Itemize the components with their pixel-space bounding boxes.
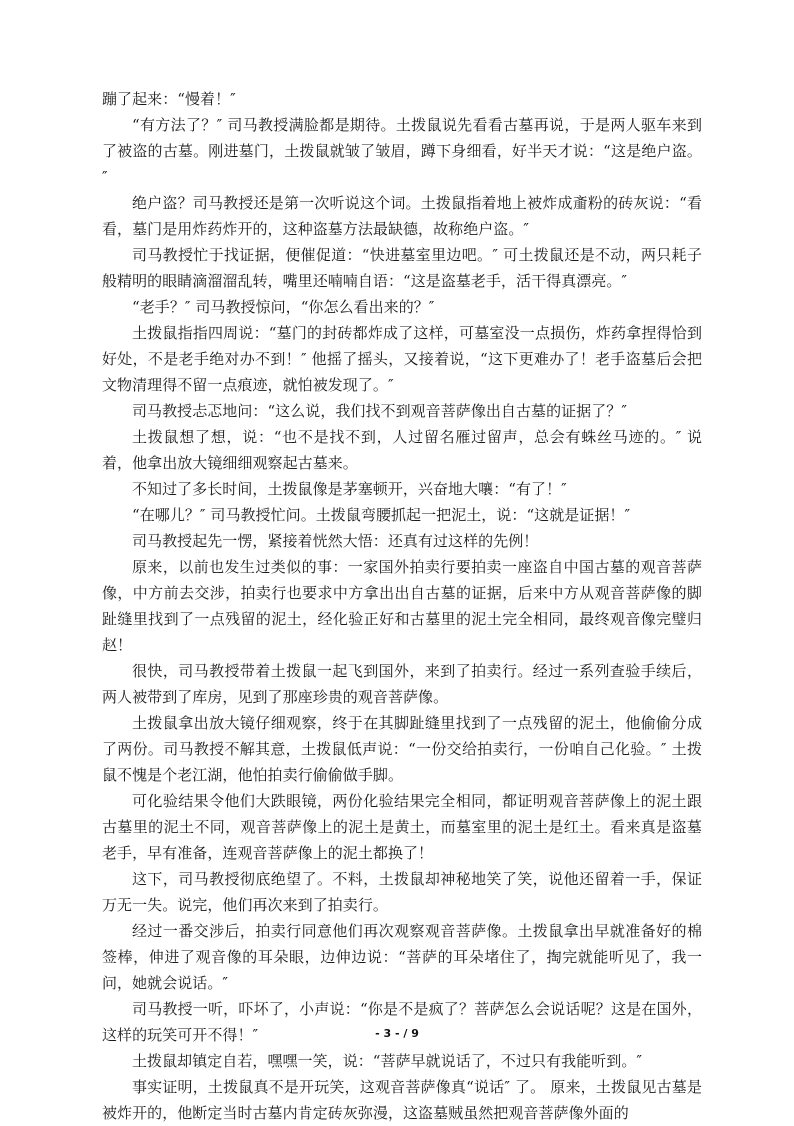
paragraph: “老手？″ 司马教授惊问，“你怎么看出来的？″ — [132, 298, 435, 316]
paragraph: 事实证明，土拨鼠真不是开玩笑，这观音菩萨像真“说话″ 了。 原来，土拨鼠见古墓是被炸开的，他断定当时古墓内肯定砖灰弥漫，这盗墓贼虽然把观音菩萨像外面的 — [102, 1078, 702, 1122]
paragraph: 不知过了多长时间，土拨鼠像是茅塞顿开，兴奋地大嚷：“有了！″ — [132, 480, 567, 498]
document-body — [102, 86, 702, 1126]
paragraph: 可化验结果令他们大跌眼镜，两份化验结果完全相同，都证明观音菩萨像上的泥土跟古墓里的泥土不同，观音菩萨像上的泥土是黄土，而墓室里的泥土是红土。看来真是盗墓老手，早有准备，连观音菩萨像上的泥土都换了！ — [102, 792, 702, 862]
paragraph: 司马教授起先一愣，紧接着恍然大悟：还真有过这样的先例！ — [132, 532, 539, 550]
paragraph: 原来，以前也发生过类似的事：一家国外拍卖行要拍卖一座盗自中国古墓的观音菩萨像，中方前去交涉，拍卖行也要求中方拿出出自古墓的证据，后来中方从观音菩萨像的脚趾缝里找到了一点残留的泥土，经化验正好和古墓里的泥土完全相同，最终观音像完璧归赵！ — [102, 558, 702, 654]
paragraph: “有方法了？″ 司马教授满脸都是期待。土拨鼠说先看看古墓再说，于是两人驱车来到了被盗的古墓。刚进墓门，土拨鼠就皱了皱眉，蹲下身细看，好半天才说：“这是绝户盗。″ — [102, 116, 702, 186]
page-number: - 3 - / 9 — [375, 1027, 419, 1040]
paragraph: 土拨鼠指指四周说：“墓门的封砖都炸成了这样，可墓室没一点损伤，炸药拿捏得恰到好处，不是老手绝对办不到！″ 他摇了摇头，又接着说，“这下更难办了！老手盗墓后会把文物清理得不留一点痕迹，就怕被发现了。″ — [102, 324, 702, 394]
paragraph: 蹦了起来：“慢着！″ — [102, 90, 236, 108]
paragraph: 土拨鼠拿出放大镜仔细观察，终于在其脚趾缝里找到了一点残留的泥土，他偷偷分成了两份。司马教授不解其意，土拨鼠低声说：“一份交给拍卖行，一份咱自己化验。″ 土拨鼠不愧是个老江湖，他怕拍卖行偷偷做手脚。 — [102, 714, 702, 784]
paragraph: 司马教授忙于找证据，便催促道：“快进墓室里边吧。″ 可土拨鼠还是不动，两只耗子般精明的眼睛滴溜溜乱转，嘴里还喃喃自语：“这是盗墓老手，活干得真漂亮。″ — [102, 246, 702, 290]
paragraph: 司马教授忐忑地问：“这么说，我们找不到观音菩萨像出自古墓的证据了？″ — [132, 402, 627, 420]
paragraph: “在哪儿？″ 司马教授忙问。土拨鼠弯腰抓起一把泥土，说：“这就是证据！″ — [132, 506, 631, 524]
paragraph: 土拨鼠想了想，说：“也不是找不到，人过留名雁过留声，总会有蛛丝马迹的。″ 说着，他拿出放大镜细细观察起古墓来。 — [102, 428, 702, 472]
paragraph: 司马教授一听，吓坏了，小声说：“你是不是疯了？菩萨怎么会说话呢？这是在国外，这样的玩笑可开不得！″ — [102, 1000, 702, 1044]
paragraph: 经过一番交涉后，拍卖行同意他们再次观察观音菩萨像。土拨鼠拿出早就准备好的棉签棒，伸进了观音像的耳朵眼，边伸边说：“菩萨的耳朵堵住了，掏完就能听见了，我一问，她就会说话。″ — [102, 922, 702, 992]
paragraph: 这下，司马教授彻底绝望了。不料，土拨鼠却神秘地笑了笑，说他还留着一手，保证万无一失。说完，他们再次来到了拍卖行。 — [102, 870, 702, 914]
paragraph: 土拨鼠却镇定自若，嘿嘿一笑，说：“菩萨早就说话了，不过只有我能听到。″ — [132, 1052, 643, 1070]
paragraph: 绝户盗？司马教授还是第一次听说这个词。土拨鼠指着地上被炸成齑粉的砖灰说：“看看，墓门是用炸药炸开的，这种盗墓方法最缺德，故称绝户盗。″ — [102, 194, 702, 238]
paragraph: 很快，司马教授带着土拨鼠一起飞到国外，来到了拍卖行。经过一系列查验手续后，两人被带到了库房，见到了那座珍贵的观音菩萨像。 — [102, 662, 702, 706]
